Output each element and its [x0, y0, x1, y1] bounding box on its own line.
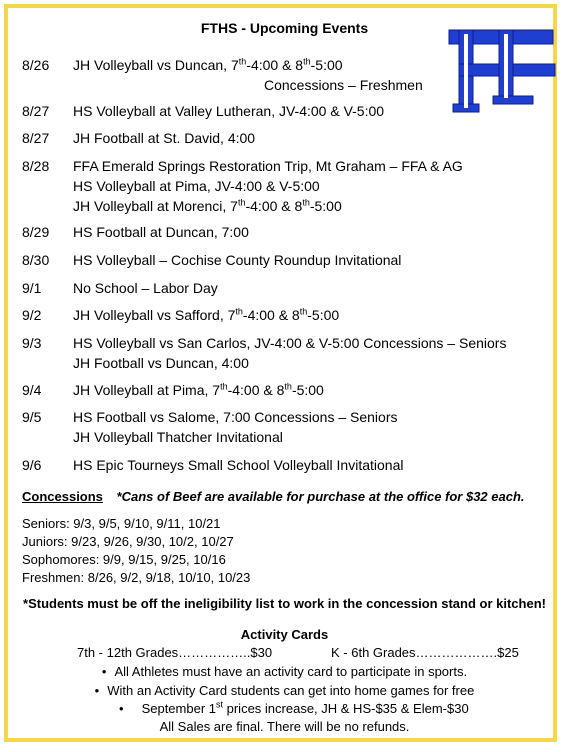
event-text: FFA Emerald Springs Restoration Trip, Mt Graham – FFA & AG — [73, 158, 463, 174]
event-lines — [73, 156, 463, 216]
event-text: -4:00 & 8 — [246, 57, 304, 73]
sales-final: All Sales are final. There will be no refunds. — [159, 719, 410, 734]
event-date: 8/29 — [22, 224, 50, 240]
bullet-home-games-text: With an Activity Card students can get into home games for free — [107, 683, 475, 698]
event-date: 9/3 — [22, 335, 42, 351]
event-line — [73, 380, 324, 400]
event-text: HS Volleyball – Cochise County Roundup Invitational — [73, 252, 402, 268]
event-lines — [73, 333, 506, 373]
event-lines — [73, 128, 255, 148]
event-text: JH Volleyball at Pima, 7 — [73, 382, 221, 398]
event-lines — [73, 250, 401, 270]
bullet-home-games — [0, 683, 569, 698]
event-date: 8/27 — [22, 130, 50, 146]
event-lines — [73, 305, 339, 325]
price-increase-b: prices increase, JH & HS-$35 & Elem-$30 — [223, 701, 469, 716]
event-line — [73, 278, 218, 298]
event-date: 9/6 — [22, 457, 42, 473]
concessions-freshmen: Freshmen: 8/26, 9/2, 9/18, 10/10, 10/23 — [22, 570, 251, 585]
bullet-athletes — [0, 664, 569, 679]
event-text: -5:00 — [310, 57, 343, 73]
ordinal-suffix: th — [302, 197, 310, 208]
event-date: 8/30 — [22, 252, 50, 268]
event-text: JH Volleyball Thatcher Invitational — [73, 429, 283, 445]
event-line — [73, 333, 506, 353]
concessions-sophomores: Sophomores: 9/9, 9/15, 9/25, 10/16 — [22, 552, 226, 567]
event-date: 9/2 — [22, 307, 42, 323]
ordinal-suffix: th — [238, 56, 247, 67]
event-line — [73, 101, 384, 121]
bullet-icon: • — [94, 683, 100, 698]
bullet-athletes-text: All Athletes must have an activity card to participate in sports. — [114, 664, 468, 679]
event-text: HS Volleyball at Valley Lutheran, JV-4:00 & V-5:00 — [73, 103, 385, 119]
price-increase-line — [119, 701, 469, 716]
bullet-icon: • — [119, 701, 124, 716]
school-logo — [447, 24, 557, 114]
concessions-juniors: Juniors: 9/23, 9/26, 9/30, 10/2, 10/27 — [22, 534, 234, 549]
event-date: 9/4 — [22, 382, 42, 398]
event-lines — [73, 407, 398, 447]
event-text: JH Volleyball vs Duncan, 7 — [73, 57, 239, 73]
price-k-6: K - 6th Grades……………….$25 — [331, 645, 519, 660]
event-text: JH Volleyball at Morenci, 7 — [73, 198, 238, 214]
event-text: Concessions – Freshmen — [264, 77, 423, 93]
event-lines — [73, 55, 423, 95]
event-text: HS Epic Tourneys Small School Volleyball Invitational — [73, 457, 404, 473]
event-text: HS Volleyball vs San Carlos, JV-4:00 & V-5:00 Concessions – Seniors — [73, 335, 507, 351]
event-date: 8/27 — [22, 103, 50, 119]
ordinal-suffix: th — [237, 197, 246, 208]
event-lines — [73, 222, 249, 242]
event-text: HS Football at Duncan, 7:00 — [73, 224, 249, 240]
event-line — [73, 128, 255, 148]
event-date: 8/26 — [22, 57, 50, 73]
ordinal-suffix: th — [235, 306, 243, 317]
event-line — [73, 196, 463, 216]
activity-cards-title: Activity Cards — [240, 627, 329, 642]
price-increase-sup: st — [216, 699, 224, 710]
event-text: No School – Labor Day — [73, 280, 218, 296]
eligibility-warning: *Students must be off the ineligibility list to work in the concession stand or kitchen! — [23, 596, 546, 611]
concessions-note: *Cans of Beef are available for purchase at the office for $32 each. — [116, 489, 525, 504]
ordinal-suffix: th — [284, 381, 292, 392]
event-line — [73, 75, 423, 95]
event-date: 8/28 — [22, 158, 50, 174]
event-text: -5:00 — [307, 307, 340, 323]
event-text: -4:00 & 8 — [242, 307, 300, 323]
event-lines — [73, 455, 403, 475]
event-line — [73, 176, 463, 196]
concessions-line — [22, 489, 525, 504]
event-line — [73, 55, 423, 75]
event-text: JH Volleyball vs Safford, 7 — [73, 307, 236, 323]
event-text: HS Football vs Salome, 7:00 Concessions – Seniors — [73, 409, 398, 425]
price-7-12: 7th - 12th Grades……………..$30 — [77, 645, 273, 660]
event-date: 9/1 — [22, 280, 42, 296]
event-text: -5:00 — [309, 198, 342, 214]
event-line — [73, 427, 398, 447]
event-line — [73, 156, 463, 176]
bullet-icon: • — [101, 664, 107, 679]
ordinal-suffix: th — [299, 306, 308, 317]
page-title: FTHS - Upcoming Events — [200, 20, 369, 36]
event-date: 9/5 — [22, 409, 42, 425]
price-increase-a: September 1 — [141, 701, 216, 716]
event-lines — [73, 278, 218, 298]
event-text: HS Volleyball at Pima, JV-4:00 & V-5:00 — [73, 178, 320, 194]
event-text: JH Football vs Duncan, 4:00 — [73, 355, 249, 371]
event-text: -4:00 & 8 — [227, 382, 285, 398]
event-lines — [73, 101, 384, 121]
event-line — [73, 353, 506, 373]
event-line — [73, 250, 401, 270]
event-lines — [73, 380, 324, 400]
concessions-seniors: Seniors: 9/3, 9/5, 9/10, 9/11, 10/21 — [22, 516, 221, 531]
event-line — [73, 305, 339, 325]
event-text: -5:00 — [291, 382, 324, 398]
event-text: JH Football at St. David, 4:00 — [73, 130, 256, 146]
event-line — [73, 222, 249, 242]
event-line — [73, 407, 398, 427]
ordinal-suffix: th — [303, 56, 311, 67]
ordinal-suffix: th — [220, 381, 228, 392]
event-line — [73, 455, 403, 475]
event-text: -4:00 & 8 — [245, 198, 303, 214]
concessions-heading: Concessions — [22, 489, 103, 504]
